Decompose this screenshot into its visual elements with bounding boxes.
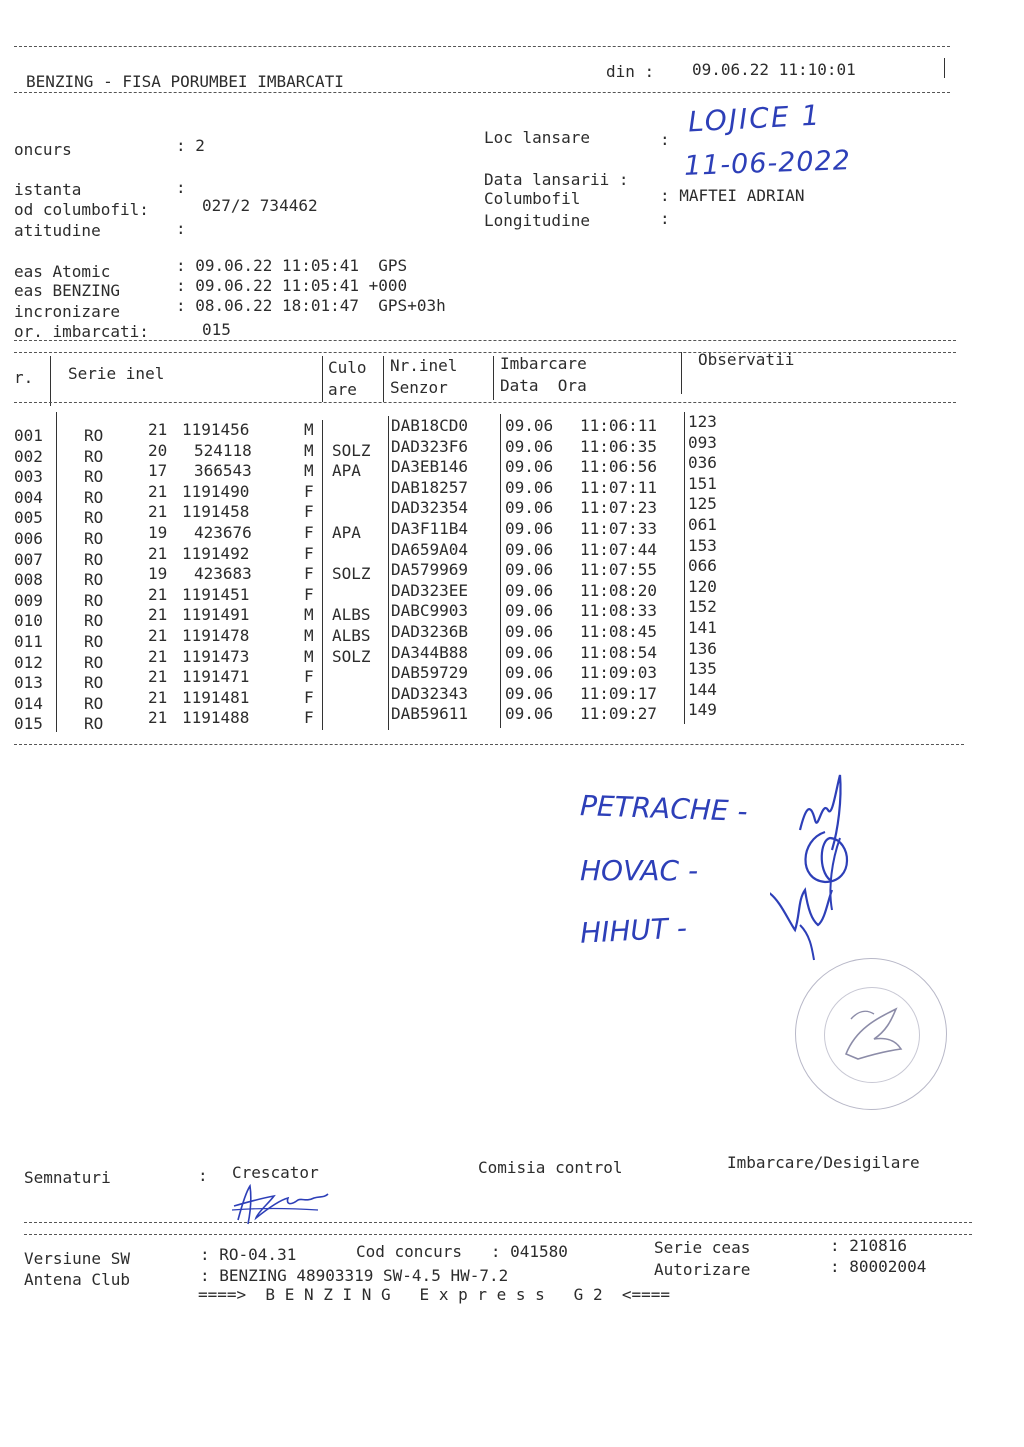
table-header-line — [14, 352, 956, 353]
row-nr: 009 — [14, 590, 43, 610]
row-obs: 135 — [688, 659, 717, 679]
col-header-observatii: Observatii — [698, 350, 795, 369]
row-obs: 093 — [688, 432, 717, 452]
header-dashed-line — [14, 92, 950, 93]
row-date: 09.06 — [505, 683, 554, 703]
row-date: 09.06 — [505, 539, 554, 559]
row-sex: M — [304, 646, 314, 666]
versiune-sw-value: : RO-04.31 — [200, 1245, 297, 1264]
row-obs: 141 — [688, 618, 717, 637]
row-date: 09.06 — [505, 642, 554, 662]
row-year: 21 — [148, 687, 168, 707]
cod-concurs: Cod concurs : 041580 — [356, 1242, 568, 1261]
row-obs: 144 — [688, 679, 717, 699]
row-sensor: DAB59729 — [391, 663, 469, 683]
row-date: 09.06 — [505, 704, 554, 724]
row-color: SOLZ — [332, 564, 371, 584]
row-sensor: DAD3236B — [391, 622, 469, 641]
col-header-nr: r. — [14, 368, 34, 387]
row-date: 09.06 — [505, 457, 554, 477]
row-country: RO — [84, 652, 104, 672]
row-sex: M — [304, 605, 314, 625]
row-ring: 1191491 — [182, 605, 250, 625]
row-obs: 036 — [688, 453, 717, 473]
row-country: RO — [84, 611, 104, 631]
row-year: 20 — [148, 440, 168, 460]
autorizare-label: Autorizare — [654, 1260, 751, 1279]
handwritten-name-1: PETRACHE - — [579, 789, 749, 828]
loc-lansare-handwritten: LOJICE 1 — [687, 98, 823, 139]
distanta-value: : — [176, 178, 186, 197]
signature-scribbles — [770, 770, 870, 970]
longitudine-label: Longitudine — [484, 211, 590, 230]
row-sex: F — [304, 584, 314, 604]
col-header-inel-1: Nr.inel — [390, 356, 458, 375]
hdr-sep-2 — [322, 356, 323, 402]
row-nr: 013 — [14, 673, 43, 693]
latitudine-label: atitudine — [14, 221, 101, 240]
loc-lansare-label: Loc lansare — [484, 128, 590, 147]
row-time: 11:06:11 — [580, 416, 658, 435]
imbarcare-desigilare-label: Imbarcare/Desigilare — [727, 1153, 920, 1172]
row-sex: F — [304, 687, 314, 707]
data-lansarii-label: Data lansarii : — [484, 170, 629, 189]
row-ring: 366543 — [194, 461, 252, 481]
row-time: 11:08:45 — [580, 622, 658, 641]
hdr-sep-1 — [50, 356, 51, 406]
row-country: RO — [84, 570, 104, 590]
ceas-atomic-value: : 09.06.22 11:05:41 GPS — [176, 256, 408, 275]
row-ring: 1191488 — [182, 708, 250, 728]
row-obs: 123 — [688, 412, 717, 431]
row-ring: 1191478 — [182, 626, 250, 645]
row-nr: 004 — [14, 487, 43, 507]
row-year: 21 — [148, 605, 168, 625]
row-date: 09.06 — [505, 436, 554, 456]
top-dashed-line — [14, 46, 950, 47]
ceas-atomic-label: eas Atomic — [14, 262, 111, 281]
row-nr: 014 — [14, 693, 43, 713]
date-label: din : — [606, 62, 655, 81]
row-sensor: DAD32343 — [391, 683, 469, 703]
row-ring: 1191458 — [182, 502, 250, 522]
col-header-serie-inel: Serie inel — [68, 364, 165, 383]
row-date: 09.06 — [505, 519, 554, 538]
row-sensor: DABC9903 — [391, 601, 469, 621]
row-obs: 125 — [688, 494, 717, 514]
row-ring: 1191473 — [182, 646, 250, 666]
row-nr: 005 — [14, 508, 43, 528]
row-sex: F — [304, 667, 314, 687]
hdr-sep-4 — [493, 356, 494, 400]
row-time: 11:06:35 — [580, 436, 658, 456]
row-sex: F — [304, 543, 314, 563]
row-time: 11:09:03 — [580, 663, 658, 683]
ceas-benzing-label: eas BENZING — [14, 281, 120, 300]
por-imbarcati-value: 015 — [202, 320, 231, 339]
row-time: 11:08:20 — [580, 580, 658, 600]
row-color: APA — [332, 461, 361, 481]
document-title: BENZING - FISA PORUMBEI IMBARCATI — [26, 72, 344, 91]
row-country: RO — [84, 426, 104, 445]
row-color: ALBS — [332, 605, 371, 625]
row-ring: 1191451 — [182, 584, 250, 604]
row-time: 11:07:44 — [580, 539, 658, 559]
row-year: 21 — [148, 646, 168, 666]
sincronizare-label: incronizare — [14, 302, 120, 321]
semnaturi-label: Semnaturi — [24, 1168, 111, 1187]
row-date: 09.06 — [505, 622, 554, 641]
row-time: 11:06:56 — [580, 457, 658, 477]
footer-dashed-line-2 — [24, 1234, 972, 1235]
row-year: 21 — [148, 584, 168, 604]
table-top-line — [14, 340, 956, 341]
row-sex: M — [304, 461, 314, 481]
sincronizare-value: : 08.06.22 18:01:47 GPS+03h — [176, 296, 446, 315]
row-obs: 120 — [688, 576, 717, 596]
benzing-express-banner: ====> B E N Z I N G E x p r e s s G 2 <==== — [198, 1285, 671, 1304]
row-sensor: DAD323F6 — [391, 436, 469, 456]
row-country: RO — [84, 590, 104, 610]
cod-columbofil-label: od columbofil: — [14, 200, 149, 219]
row-nr: 012 — [14, 652, 43, 672]
columbofil-value: : MAFTEI ADRIAN — [660, 186, 805, 205]
row-sensor: DAD32354 — [391, 498, 469, 518]
row-sensor: DAB59611 — [391, 704, 469, 724]
row-nr: 006 — [14, 529, 43, 548]
row-year: 21 — [148, 626, 168, 645]
antena-club-label: Antena Club — [24, 1270, 130, 1289]
row-obs: 061 — [688, 515, 717, 534]
table-body-line — [14, 402, 956, 403]
row-year: 19 — [148, 564, 168, 584]
row-year: 19 — [148, 523, 168, 542]
row-nr: 008 — [14, 570, 43, 590]
autorizare-value: : 80002004 — [830, 1257, 927, 1276]
row-year: 21 — [148, 667, 168, 687]
row-obs: 066 — [688, 556, 717, 576]
row-date: 09.06 — [505, 560, 554, 580]
row-country: RO — [84, 693, 104, 713]
row-country: RO — [84, 508, 104, 528]
row-sensor: DA659A04 — [391, 539, 469, 559]
row-sex: F — [304, 708, 314, 728]
row-sex: F — [304, 564, 314, 584]
data-lansarii-handwritten: 11-06-2022 — [683, 145, 852, 182]
row-time: 11:09:17 — [580, 683, 658, 703]
row-sex: M — [304, 420, 314, 439]
row-obs: 153 — [688, 535, 717, 555]
row-sex: M — [304, 440, 314, 460]
row-sex: F — [304, 523, 314, 542]
row-date: 09.06 — [505, 416, 554, 435]
versiune-sw-label: Versiune SW — [24, 1249, 130, 1268]
row-time: 11:09:27 — [580, 704, 658, 724]
row-ring: 423683 — [194, 564, 252, 584]
row-sensor: DA344B88 — [391, 642, 469, 662]
row-color: ALBS — [332, 626, 371, 645]
columbofil-label: Columbofil — [484, 189, 581, 208]
row-ring: 1191471 — [182, 667, 250, 687]
row-time: 11:07:55 — [580, 560, 658, 580]
row-country: RO — [84, 549, 104, 569]
row-time: 11:07:11 — [580, 477, 658, 497]
stamp-dove-icon — [796, 959, 946, 1109]
row-year: 21 — [148, 502, 168, 522]
distanta-label: istanta — [14, 180, 82, 199]
row-nr: 002 — [14, 446, 43, 466]
row-ring: 524118 — [194, 440, 252, 460]
row-date: 09.06 — [505, 498, 554, 518]
row-sex: M — [304, 626, 314, 645]
hdr-sep-5 — [681, 352, 682, 394]
row-time: 11:07:23 — [580, 498, 658, 518]
hdr-sep-3 — [383, 356, 384, 402]
header-bar — [944, 58, 945, 78]
concurs-label: oncurs — [14, 140, 72, 159]
col-header-culoare-1: Culo — [328, 358, 367, 377]
row-date: 09.06 — [505, 663, 554, 683]
row-ring: 1191490 — [182, 481, 250, 501]
row-sex: F — [304, 502, 314, 522]
row-date: 09.06 — [505, 580, 554, 600]
row-country: RO — [84, 446, 104, 466]
row-year: 21 — [148, 708, 168, 728]
row-ring: 1191456 — [182, 420, 250, 439]
row-country: RO — [84, 467, 104, 487]
serie-ceas-value: : 210816 — [830, 1236, 908, 1255]
antena-club-value: : BENZING 48903319 SW-4.5 HW-7.2 — [200, 1266, 509, 1285]
row-year: 21 — [148, 420, 168, 439]
row-ring: 423676 — [194, 523, 252, 542]
row-sex: F — [304, 481, 314, 501]
handwritten-name-2: HOVAC - — [580, 854, 699, 887]
serie-ceas-label: Serie ceas — [654, 1238, 751, 1257]
row-country: RO — [84, 714, 104, 734]
club-stamp — [795, 958, 947, 1110]
row-color: APA — [332, 523, 361, 542]
ceas-benzing-value: : 09.06.22 11:05:41 +000 — [176, 276, 408, 295]
footer-dashed-line-1 — [24, 1222, 972, 1223]
row-time: 11:08:54 — [580, 642, 658, 662]
handwritten-name-3: HIHUT - — [579, 911, 688, 950]
row-obs: 149 — [688, 700, 717, 720]
row-date: 09.06 — [505, 477, 554, 497]
row-sensor: DA3F11B4 — [391, 519, 469, 538]
row-ring: 1191492 — [182, 543, 250, 563]
row-sensor: DAD323EE — [391, 580, 469, 600]
loc-lansare-colon: : — [660, 130, 670, 149]
row-nr: 001 — [14, 426, 43, 445]
col-header-inel-2: Senzor — [390, 378, 448, 397]
semnaturi-colon: : — [198, 1166, 208, 1185]
row-year: 21 — [148, 481, 168, 501]
crescator-label: Crescator — [232, 1163, 319, 1182]
row-ring: 1191481 — [182, 687, 250, 707]
row-country: RO — [84, 632, 104, 651]
row-time: 11:07:33 — [580, 519, 658, 538]
cod-columbofil-value: 027/2 734462 — [202, 196, 318, 215]
row-country: RO — [84, 529, 104, 548]
row-color: SOLZ — [332, 646, 371, 666]
row-obs: 152 — [688, 597, 717, 617]
col-header-culoare-2: are — [328, 380, 357, 399]
row-sensor: DA579969 — [391, 560, 469, 580]
row-country: RO — [84, 673, 104, 693]
row-nr: 010 — [14, 611, 43, 631]
table-bottom-line — [14, 744, 964, 745]
row-obs: 136 — [688, 638, 717, 658]
row-nr: 007 — [14, 549, 43, 569]
comisia-control-label: Comisia control — [478, 1158, 623, 1177]
col-header-imbarcare-1: Imbarcare — [500, 354, 587, 373]
row-sensor: DA3EB146 — [391, 457, 469, 477]
row-obs: 151 — [688, 473, 717, 493]
row-time: 11:08:33 — [580, 601, 658, 621]
row-nr: 011 — [14, 632, 43, 651]
por-imbarcati-label: or. imbarcati: — [14, 322, 149, 341]
latitudine-value: : — [176, 219, 186, 238]
longitudine-value: : — [660, 209, 670, 228]
concurs-value: : 2 — [176, 136, 205, 155]
col-header-imbarcare-2: Data Ora — [500, 376, 587, 395]
row-sensor: DAB18CD0 — [391, 416, 469, 435]
row-sensor: DAB18257 — [391, 477, 469, 497]
row-country: RO — [84, 487, 104, 507]
row-year: 21 — [148, 543, 168, 563]
print-datetime: 09.06.22 11:10:01 — [692, 60, 856, 79]
row-nr: 015 — [14, 714, 43, 734]
row-date: 09.06 — [505, 601, 554, 621]
row-color: SOLZ — [332, 440, 371, 460]
row-nr: 003 — [14, 467, 43, 487]
row-year: 17 — [148, 461, 168, 481]
